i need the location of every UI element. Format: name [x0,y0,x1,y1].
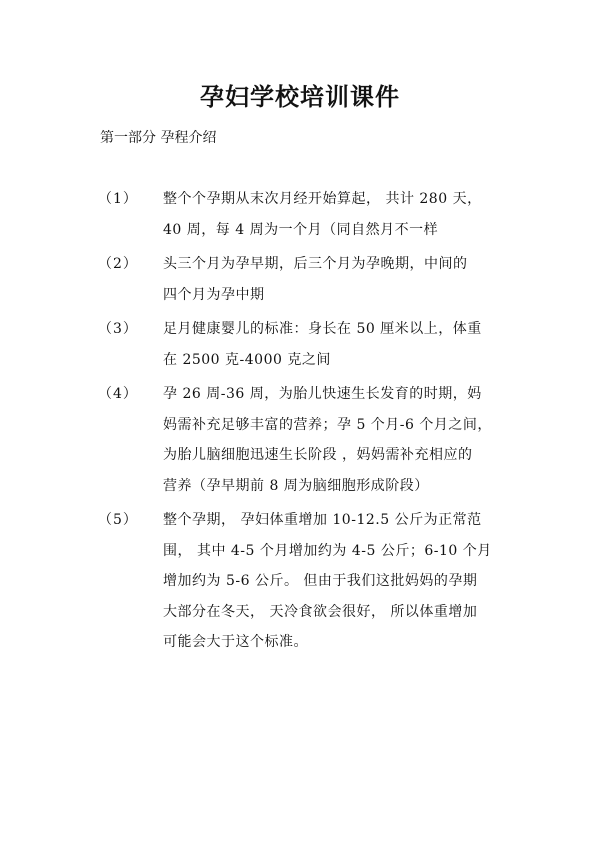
item-list [0,184,600,662]
item-text [163,379,511,501]
item-line: 妈需补充足够丰富的营养；孕 5 个月-6 个月之间， [163,416,492,433]
item-number: （1） [98,191,138,207]
item-number: （5） [98,512,138,528]
item-text [163,184,511,245]
list-item-1 [0,184,600,245]
section-heading: 第一部分 孕程介绍 [100,130,217,146]
list-item-4 [0,379,600,501]
item-line: 孕 26 周-36 周，为胎儿快速生长发育的时期，妈 [163,386,482,402]
item-number: （3） [98,321,138,337]
item-text [163,505,511,658]
item-text [163,249,511,310]
list-item-3 [0,314,600,375]
item-number: （2） [98,256,138,272]
item-line: 营养（孕早期前 8 周为脑细胞形成阶段） [163,477,429,494]
item-line: 40 周，每 4 周为一个月（同自然月不一样 [163,221,439,238]
list-item-2 [0,249,600,310]
item-line: 大部分在冬天， 天冷食欲会很好， 所以体重增加 [163,603,478,620]
item-line: 整个孕期， 孕妇体重增加 10-12.5 公斤为正常范 [163,512,482,528]
item-line: 在 2500 克-4000 克之间 [163,351,331,368]
item-line: 围， 其中 4-5 个月增加约为 4-5 公斤；6-10 个月 [163,542,492,559]
item-text [163,314,511,375]
item-line: 为胎儿脑细胞迅速生长阶段 ，妈妈需补充相应的 [163,447,473,463]
item-line: 足月健康婴儿的标准：身长在 50 厘米以上，体重 [163,321,482,337]
item-line: 增加约为 5-6 公斤。 但由于我们这批妈妈的孕期 [163,573,478,589]
item-line: 整个个孕期从末次月经开始算起， 共计 280 天， [163,191,482,207]
item-number: （4） [98,386,138,402]
document-title: 孕妇学校培训课件 [200,82,400,111]
list-item-5 [0,505,600,658]
item-line: 头三个月为孕早期，后三个月为孕晚期，中间的 [163,256,468,272]
item-line: 可能会大于这个标准。 [163,634,308,650]
item-line: 四个月为孕中期 [163,286,265,303]
